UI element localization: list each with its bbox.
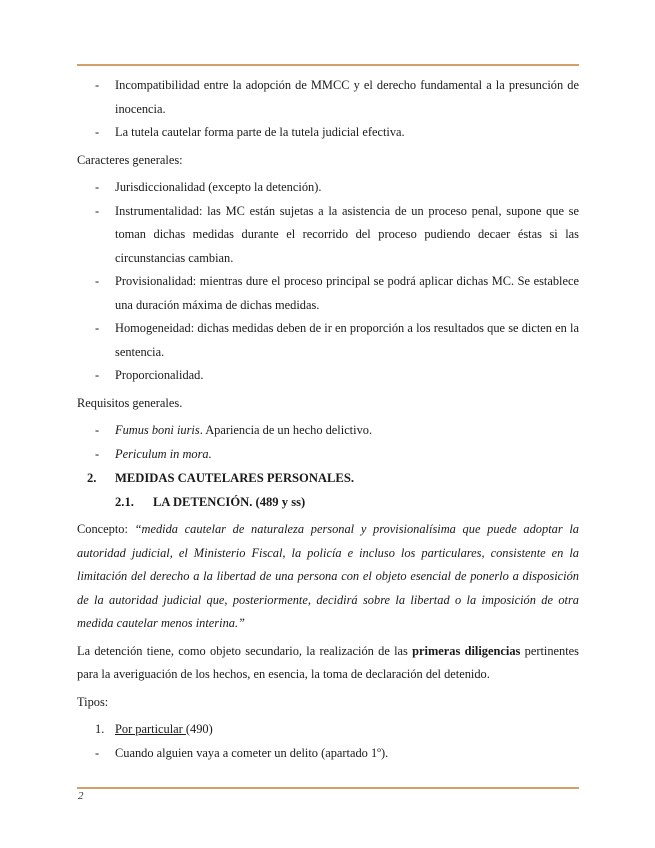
list-item: - Fumus boni iuris. Apariencia de un hecho delictivo. xyxy=(95,423,373,437)
page-number: 2 xyxy=(78,790,84,802)
concepto-paragraph: Concepto: “medida cautelar de naturaleza personal y provisionalísima que puede adoptar la autoridad judicial, el Ministerio Fiscal, la policía e incluso los particulares, consistente en la limitación del derecho a la libertad de una persona con el objeto esencial de ponerlo a disposición de la autoridad judicial que, posteriormente, decidirá sobre la libertad o la imposición de otra medida cautelar menos interina.” xyxy=(77,522,579,630)
numbered-item: 1. Por particular (490) xyxy=(95,722,213,736)
tipos-heading: Tipos: xyxy=(77,694,109,709)
list-item: - La tutela cautelar forma parte de la tutela judicial efectiva. xyxy=(95,125,405,139)
list-item: - Incompatibilidad entre la adopción de MMCC y el derecho fundamental a la presunción de inocencia. xyxy=(95,78,579,116)
header-rule xyxy=(77,64,579,66)
list-item: - Jurisdiccionalidad (excepto la detención). xyxy=(95,180,322,194)
detencion-paragraph: La detención tiene, como objeto secundario, la realización de las primeras diligencias pertinentes para la averiguación de los hechos, en esencia, la toma de declaración del detenido. xyxy=(77,643,579,681)
list-item: - Provisionalidad: mientras dure el proceso principal se podrá aplicar dichas MC. Se establece una duración máxima de dichas medidas. xyxy=(95,274,579,312)
section-heading: 2. MEDIDAS CAUTELARES PERSONALES. xyxy=(87,471,354,485)
list-item: - Periculum in mora. xyxy=(95,446,212,461)
subsection-heading: 2.1. LA DETENCIÓN. (489 y ss) xyxy=(115,495,306,509)
list-item: - Homogeneidad: dichas medidas deben de ir en proporción a los resultados que se dicten en la sentencia. xyxy=(95,321,579,359)
page-body xyxy=(77,74,579,765)
requisitos-heading: Requisitos generales. xyxy=(77,395,183,410)
caracteres-heading: Caracteres generales: xyxy=(77,152,183,167)
footer-rule xyxy=(77,787,579,789)
list-item: - Instrumentalidad: las MC están sujetas a la asistencia de un proceso penal, supone que se toman dichas medidas durante el recorrido del proceso pudiendo decaer éstas si las circunstancias cambian. xyxy=(95,203,579,265)
list-item: - Cuando alguien vaya a cometer un delito (apartado 1º). xyxy=(95,745,389,760)
list-item: - Proporcionalidad. xyxy=(95,368,204,382)
